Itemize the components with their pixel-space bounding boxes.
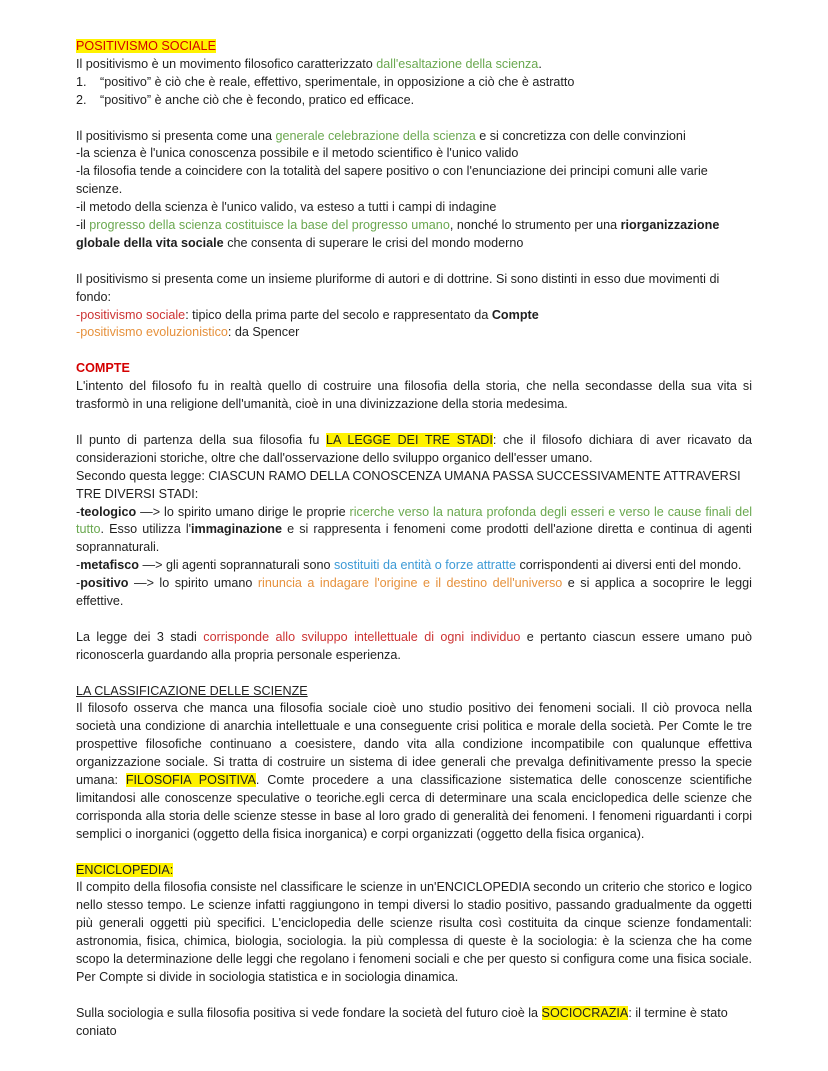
paragraph-sociocrazia: Sulla sociologia e sulla filosofia positiva si vede fondare la società del futuro cioè la SOCIOCRAZIA: il termine è stato coniato (76, 1005, 728, 1038)
paragraph-enciclopedia: Il compito della filosofia consiste nel classificare le scienze in un'ENCICLOPEDIA secondo un criterio che storico e logico nello stesso tempo. Le scienze infatti raggiungono in tempi diversi lo stadio positivo, passando gradualmente da oggetti più generali oggetti più specifici. L'enciclopedia delle scienze risulta così costituita da cinque scienze fondamentali: astronomia, fisica, chimica, biologia, sociologia. la più complessa di queste è la sociologia: è la scienza che ha come scopo la determinazione delle leggi che regolano i fenomeni sociali e che per questo si configura come una fisica sociale. Per Compte si divide in sociologia statistica e in sociologia dinamica. (76, 880, 752, 985)
section-title-enciclopedia: ENCICLOPEDIA: (76, 862, 174, 877)
list-line: -positivismo sociale: tipico della prima parte del secolo e rappresentato da Compte (76, 307, 539, 322)
list-line: -il metodo della scienza è l'unico valido, va esteso a tutti i campi di indagine (76, 200, 497, 215)
stadio-positivo: -positivo —> lo spirito umano rinuncia a indagare l'origine e il destino dell'universo e si applica a socoprire le leggi effettive. (76, 576, 752, 609)
section-title-compte: COMPTE (76, 361, 130, 376)
section-title-positivismo-sociale: POSITIVISMO SOCIALE (76, 39, 216, 53)
stadio-metafisico: -metafisco —> gli agenti soprannaturali sono sostituiti da entità o forze attratte corrispondenti ai diversi enti del mondo. (76, 558, 742, 573)
paragraph-movimenti: Il positivismo si presenta come un insieme pluriforme di autori e di dottrine. Si sono distinti in esso due movimenti di fondo: (76, 271, 720, 304)
numbered-list (76, 74, 752, 110)
list-line: -la filosofia tende a coincidere con la totalità del sapere positivo o con l'enunciazione dei principi comuni alle varie scienze. (76, 164, 708, 197)
intro-paragraph: Il positivismo è un movimento filosofico caratterizzato dall'esaltazione della scienza. (76, 56, 542, 71)
section-title-classificazione: LA CLASSIFICAZIONE DELLE SCIENZE (76, 683, 308, 698)
paragraph-legge-individuo: La legge dei 3 stadi corrisponde allo sviluppo intellettuale di ogni individuo e pertanto ciascun essere umano può riconoscerla guardando alla propria personale esperienza. (76, 629, 752, 662)
list-line: -positivismo evoluzionistico: da Spencer (76, 325, 300, 340)
list-item: 2. “positivo” è anche ciò che è fecondo, pratico ed efficace. (76, 92, 415, 107)
paragraph-convinzioni: Il positivismo si presenta come una generale celebrazione della scienza e si concretizza con delle convinzioni (76, 128, 686, 143)
list-line: -il progresso della scienza costituisce la base del progresso umano, nonché lo strumento per una riorganizzazione globale della vita sociale che consenta di superare le crisi del mondo moderno (76, 218, 720, 250)
paragraph-legge: Secondo questa legge: CIASCUN RAMO DELLA CONOSCENZA UMANA PASSA SUCCESSIVAMENTE ATTRAVERSI TRE DIVERSI STADI: (76, 468, 741, 501)
paragraph-compte-intro: L'intento del filosofo fu in realtà quello di costruire una filosofia della storia, che nella secondasse della sua vita si trasformò in una religione dell'umanità, cioè in una divinizzazione della storia medesima. (76, 379, 752, 412)
list-line: -la scienza è l'unica conoscenza possibile e il metodo scientifico è l'unico valido (76, 146, 519, 161)
paragraph-classificazione: Il filosofo osserva che manca una filosofia sociale cioè uno studio positivo dei fenomeni sociali. Il ciò provoca nella società una condizione di anarchia intellettuale e una conseguente crisi politica e morale della società. Per Comte le tre prospettive filosofiche continuano a coesistere, dando vita alla condizione incompatibile con qualunque effettiva organizzazione sociale. Si tratta di costruire un sistema di idee generali che prevalga definitivamente presso la specie umana: FILOSOFIA POSITIVA. Comte procedere a una classificazione sistematica delle conoscenze scientifiche limitandosi alle conoscenze speculative o teoriche.egli cerca di determinare una scala enciclopedica delle scienze che corrisponda alla storia delle scienze stesse in base al loro grado di generalità dei fenomeni. I fenomeni riguardanti i corpi semplici o inorganici (oggetto della fisica inorganica) e corpi organizzati (oggetto della fisica organica). (76, 701, 753, 841)
paragraph-tre-stadi: Il punto di partenza della sua filosofia fu LA LEGGE DEI TRE STADI: che il filosofo dichiara di aver ricavato da considerazioni storiche, oltre che dall'osservazione dello sviluppo organico dell'esser umano. (76, 432, 752, 465)
stadio-teologico: -teologico —> lo spirito umano dirige le proprie ricerche verso la natura profonda degli esseri e verso le cause finali del tutto. Esso utilizza l'immaginazione e si rappresenta i fenomeni come prodotti dell'azione diretta e continua di agenti soprannaturali. (76, 504, 752, 555)
list-item: 1. “positivo” è ciò che è reale, effettivo, sperimentale, in opposizione a ciò che è astratto (76, 74, 575, 89)
